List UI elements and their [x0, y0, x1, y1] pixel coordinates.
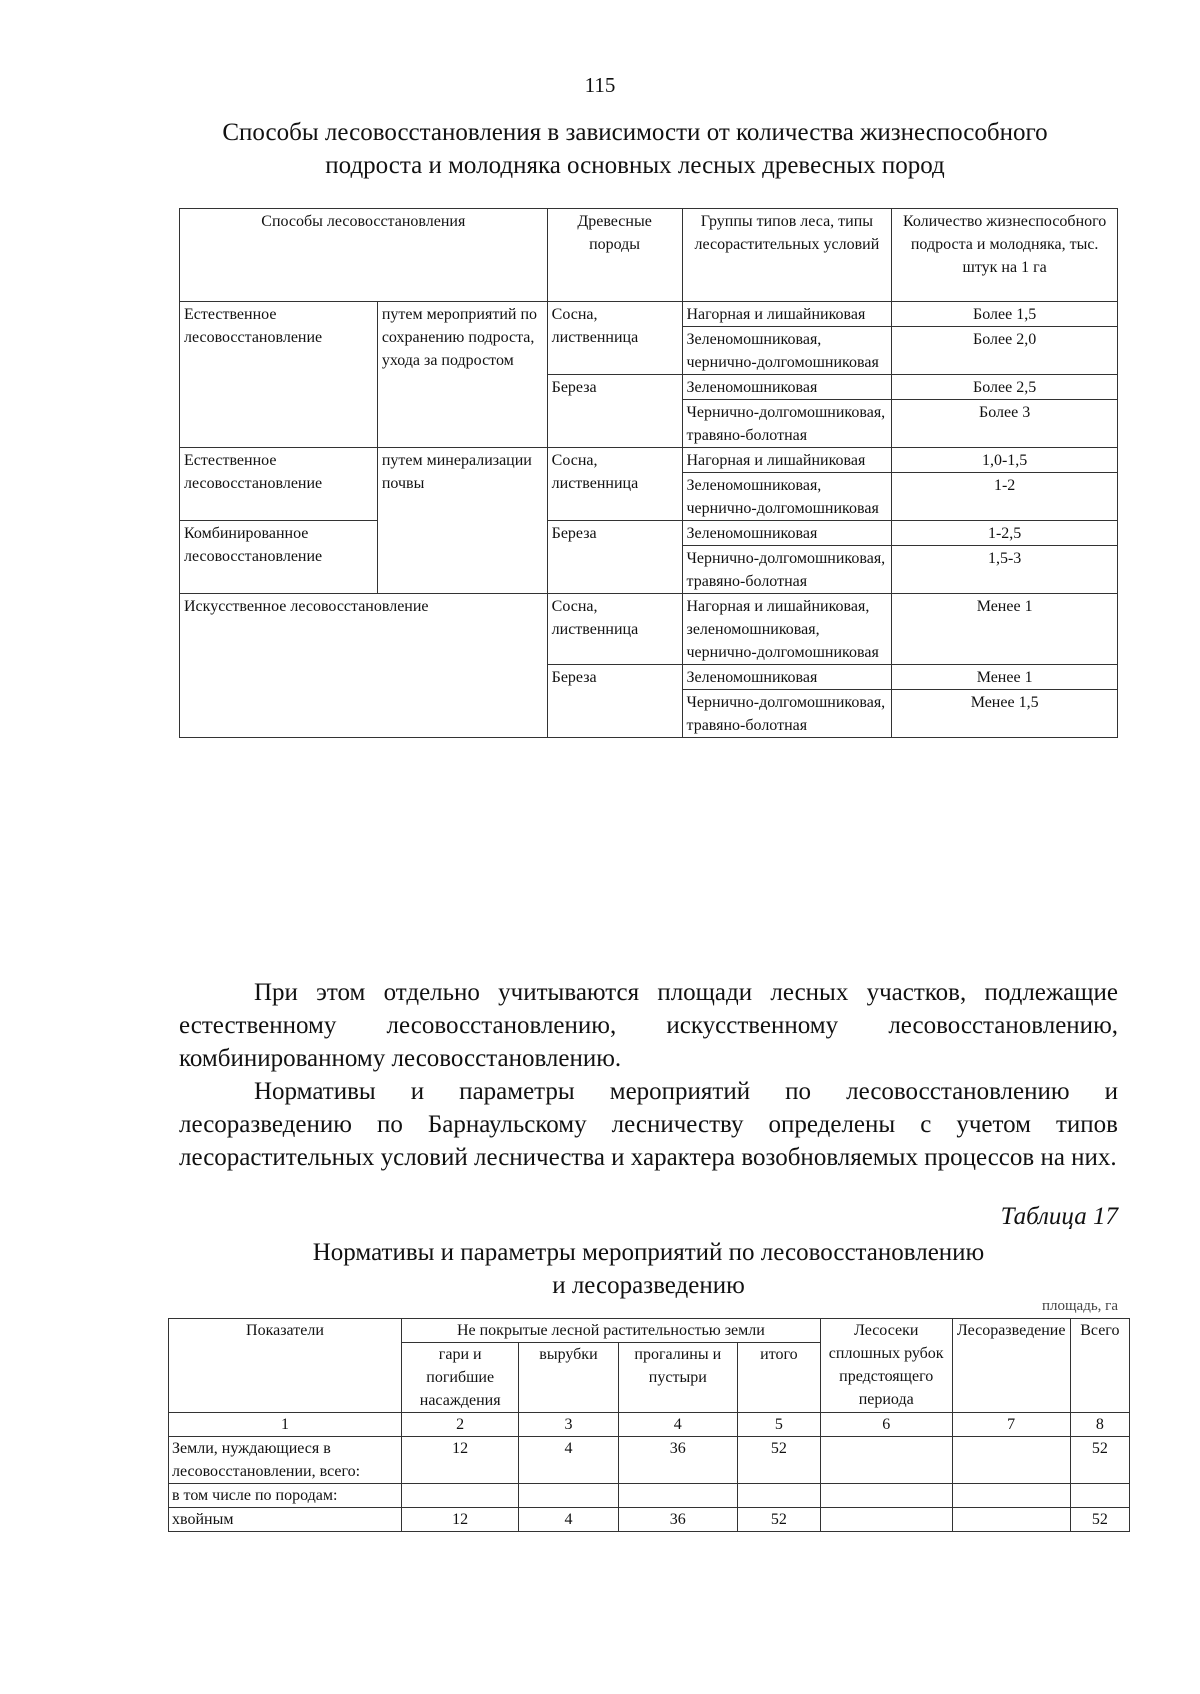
row-label: Земли, нуждающиеся в лесовосстановлении, всего:: [169, 1437, 402, 1484]
table1-title-line2: подроста и молодняка основных лесных древесных пород: [325, 152, 945, 179]
species-pine-larch: Сосна, лиственница: [547, 302, 682, 375]
table-row: [169, 1508, 1130, 1532]
quantity-cell: Более 1,5: [892, 302, 1118, 327]
column-number: 2: [401, 1413, 518, 1437]
quantity-cell: Более 3: [892, 400, 1118, 448]
table17-title-line2: и лесоразведению: [552, 1272, 745, 1299]
column-number: 4: [618, 1413, 738, 1437]
header-species: Древесные породы: [547, 209, 682, 302]
table-row: [169, 1484, 1130, 1508]
method-natural-1: Естественное лесовосстановление: [180, 302, 378, 448]
data-cell: [1070, 1484, 1129, 1508]
data-cell: [952, 1484, 1070, 1508]
data-cell: 12: [401, 1437, 518, 1484]
header-indicators: Показатели: [169, 1319, 402, 1413]
body-text: [179, 976, 1118, 1174]
table17-label: Таблица 17: [1000, 1203, 1118, 1230]
data-cell: [401, 1484, 518, 1508]
forest-type-cell: Чернично-долгомошниковая, травяно-болотная: [682, 690, 892, 738]
column-number: 6: [820, 1413, 952, 1437]
column-number: 3: [519, 1413, 618, 1437]
data-cell: 36: [618, 1508, 738, 1532]
table-row: [180, 448, 1118, 473]
table17-unit: площадь, га: [1041, 1298, 1118, 1314]
header-glades: прогалины и пустыри: [618, 1343, 738, 1413]
header-subtotal: итого: [738, 1343, 821, 1413]
data-cell: 36: [618, 1437, 738, 1484]
forest-type-cell: Зеленомошниковая, чернично-долгомошниковая: [682, 473, 892, 521]
quantity-cell: 1-2: [892, 473, 1118, 521]
forest-type-cell: Чернично-долгомошниковая, травяно-болотная: [682, 400, 892, 448]
table17-title: [179, 1236, 1118, 1302]
method-natural-2: Естественное лесовосстановление: [180, 448, 378, 521]
table-row: [180, 521, 1118, 546]
forest-type-cell: Чернично-долгомошниковая, травяно-болотная: [682, 546, 892, 594]
quantity-cell: Более 2,0: [892, 327, 1118, 375]
data-cell: 52: [1070, 1437, 1129, 1484]
table1-title-line1: Способы лесовосстановления в зависимости от количества жизнеспособного: [222, 119, 1048, 146]
header-methods: Способы лесовосстановления: [180, 209, 548, 302]
reforestation-parameters-table: [168, 1318, 1130, 1532]
data-cell: [519, 1484, 618, 1508]
row-label: хвойным: [169, 1508, 402, 1532]
column-number: 5: [738, 1413, 821, 1437]
method-artificial: Искусственное лесовосстановление: [180, 594, 548, 738]
data-cell: [820, 1437, 952, 1484]
data-cell: 52: [738, 1437, 821, 1484]
quantity-cell: Менее 1,5: [892, 690, 1118, 738]
forest-type-cell: Нагорная и лишайниковая: [682, 448, 892, 473]
table17-title-line1: Нормативы и параметры мероприятий по лесовосстановлению: [312, 1239, 985, 1266]
data-cell: 4: [519, 1437, 618, 1484]
means-preservation: путем мероприятий по сохранению подроста, ухода за подростом: [377, 302, 547, 448]
column-number: 7: [952, 1413, 1070, 1437]
table-row: [169, 1437, 1130, 1484]
forest-type-cell: Зеленомошниковая: [682, 375, 892, 400]
forest-type-cell: Нагорная и лишайниковая, зеленомошниковая, чернично-долгомошниковая: [682, 594, 892, 665]
page-number: 115: [584, 73, 616, 97]
table1-header-row: [180, 209, 1118, 302]
data-cell: [738, 1484, 821, 1508]
quantity-cell: 1-2,5: [892, 521, 1118, 546]
quantity-cell: 1,5-3: [892, 546, 1118, 594]
forest-type-cell: Зеленомошниковая, чернично-долгомошниковая: [682, 327, 892, 375]
header-forest-types: Группы типов леса, типы лесорастительных условий: [682, 209, 892, 302]
data-cell: 4: [519, 1508, 618, 1532]
header-quantity: Количество жизнеспособного подроста и молодняка, тыс. штук на 1 га: [892, 209, 1118, 302]
quantity-cell: Менее 1: [892, 594, 1118, 665]
header-unforested: Не покрытые лесной растительностью земли: [401, 1319, 820, 1343]
forest-type-cell: Зеленомошниковая: [682, 665, 892, 690]
header-total: Всего: [1070, 1319, 1129, 1413]
column-number-row: [169, 1413, 1130, 1437]
paragraph: При этом отдельно учитываются площади лесных участков, подлежащие естественному лесовосстановлению, искусственному лесовосстановлению, комбинированному лесовосстановлению.: [179, 979, 1118, 1072]
quantity-cell: 1,0-1,5: [892, 448, 1118, 473]
row-label: в том числе по породам:: [169, 1484, 402, 1508]
quantity-cell: Менее 1: [892, 665, 1118, 690]
table-row: [180, 594, 1118, 665]
forest-restoration-methods-table: [179, 208, 1118, 738]
means-mineralization: путем минерализации почвы: [377, 448, 547, 594]
data-cell: [952, 1437, 1070, 1484]
table17-header-row: [169, 1319, 1130, 1343]
data-cell: [952, 1508, 1070, 1532]
header-afforestation: Лесоразведение: [952, 1319, 1070, 1413]
data-cell: [820, 1484, 952, 1508]
forest-type-cell: Зеленомошниковая: [682, 521, 892, 546]
table-row: [180, 302, 1118, 327]
species-pine-larch: Сосна, лиственница: [547, 594, 682, 665]
species-birch: Береза: [547, 521, 682, 594]
header-cutting-areas: Лесосеки сплошных рубок предстоящего периода: [820, 1319, 952, 1413]
species-birch: Береза: [547, 375, 682, 448]
column-number: 1: [169, 1413, 402, 1437]
data-cell: [820, 1508, 952, 1532]
species-pine-larch: Сосна, лиственница: [547, 448, 682, 521]
method-combined: Комбинированное лесовосстановление: [180, 521, 378, 594]
column-number: 8: [1070, 1413, 1129, 1437]
data-cell: 12: [401, 1508, 518, 1532]
quantity-cell: Более 2,5: [892, 375, 1118, 400]
table1-title: [150, 116, 1120, 182]
data-cell: [618, 1484, 738, 1508]
species-birch: Береза: [547, 665, 682, 738]
forest-type-cell: Нагорная и лишайниковая: [682, 302, 892, 327]
data-cell: 52: [738, 1508, 821, 1532]
header-clearings: вырубки: [519, 1343, 618, 1413]
header-burns: гари и погибшие насаждения: [401, 1343, 518, 1413]
paragraph: Нормативы и параметры мероприятий по лесовосстановлению и лесоразведению по Барнаульскому лесничеству определены с учетом типов лесорастительных условий лесничества и характера возобновляемых процессов на них.: [179, 1078, 1118, 1171]
data-cell: 52: [1070, 1508, 1129, 1532]
